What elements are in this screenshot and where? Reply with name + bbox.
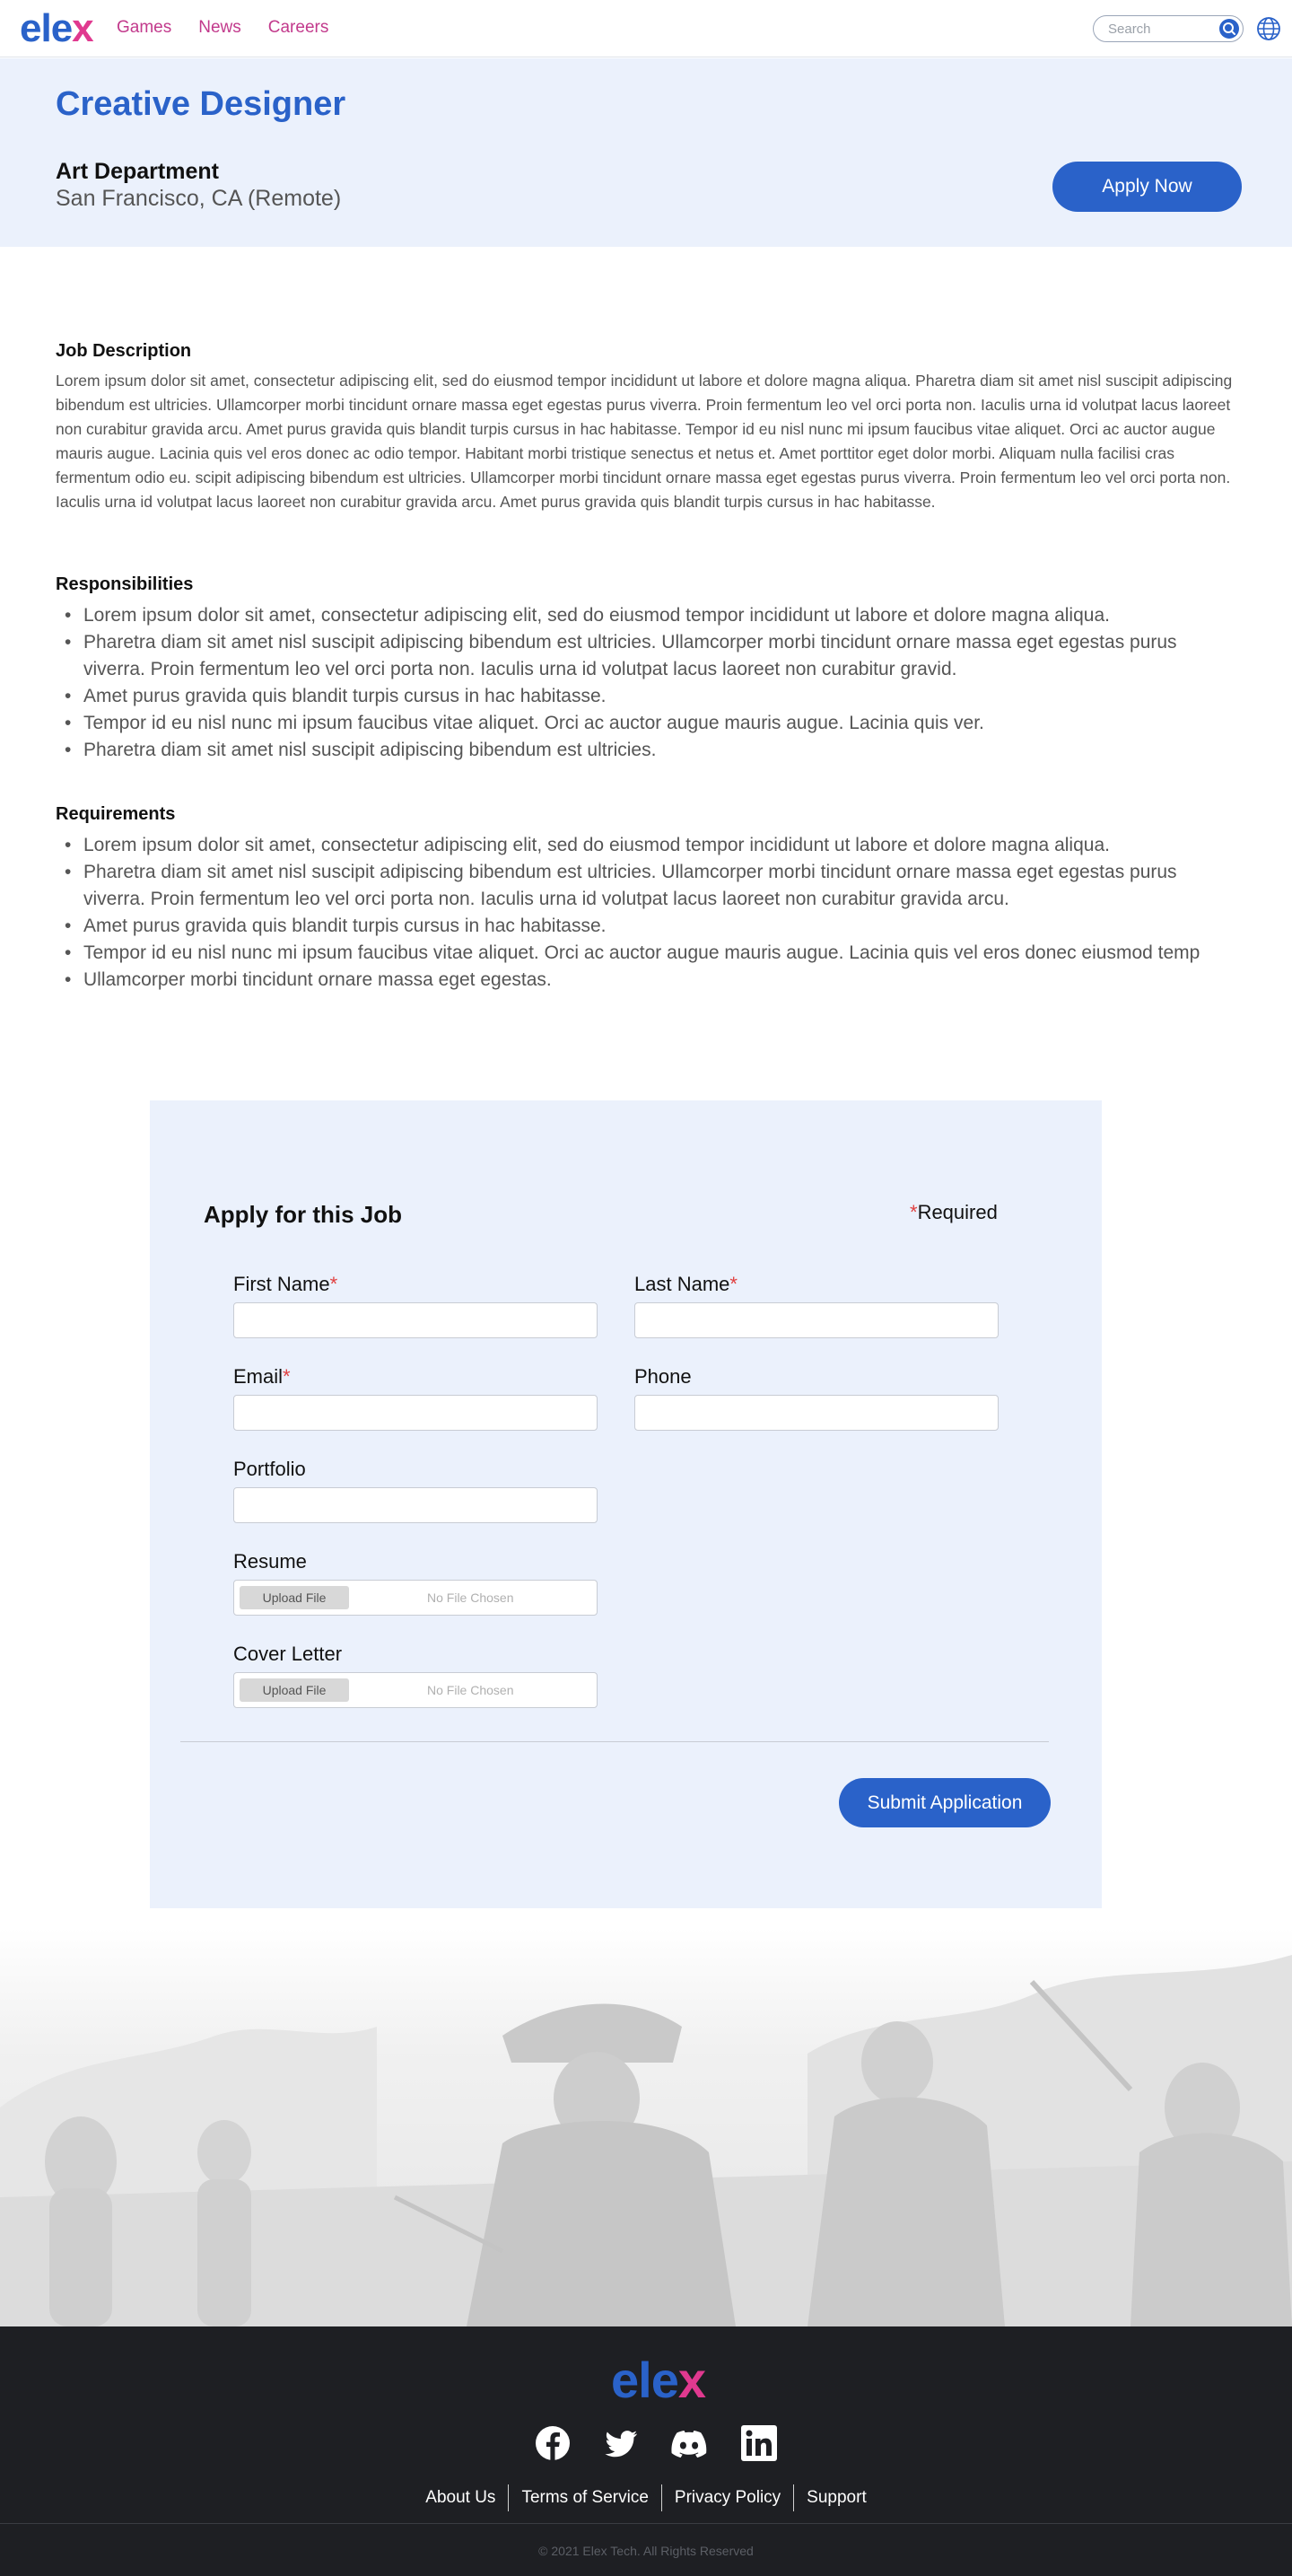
resume-upload-button[interactable]: Upload File	[240, 1586, 349, 1609]
email-field	[233, 1395, 598, 1431]
footer-link-privacy[interactable]: Privacy Policy	[674, 2488, 781, 2507]
email-input[interactable]	[234, 1396, 597, 1430]
required-star: *	[729, 1273, 738, 1295]
portfolio-input[interactable]	[234, 1488, 597, 1522]
footer-link-about[interactable]: About Us	[425, 2488, 496, 2507]
top-header	[0, 0, 1292, 57]
footer-divider	[0, 2523, 1292, 2524]
cover-letter-upload-button[interactable]: Upload File	[240, 1678, 349, 1702]
phone-input[interactable]	[635, 1396, 998, 1430]
site-footer	[0, 2326, 1292, 2576]
form-title: Apply for this Job	[204, 1201, 402, 1228]
nav-games[interactable]: Games	[117, 18, 172, 37]
search-box	[1093, 15, 1244, 42]
resume-file-field	[233, 1580, 598, 1616]
responsibilities-list	[56, 602, 1240, 764]
phone-label: Phone	[634, 1365, 692, 1388]
submit-application-button[interactable]: Submit Application	[839, 1778, 1051, 1827]
list-item: • Lorem ipsum dolor sit amet, consectetur adipiscing elit, sed do eiusmod tempor incididunt ut labore et dolore magna aliqua.	[56, 602, 1240, 629]
footer-link-terms[interactable]: Terms of Service	[521, 2488, 649, 2507]
job-description-heading: Job Description	[56, 341, 192, 361]
phone-field	[634, 1395, 999, 1431]
cover-letter-label: Cover Letter	[233, 1643, 343, 1665]
email-label-text: Email	[233, 1365, 284, 1388]
first-name-field	[233, 1302, 598, 1338]
responsibilities-heading: Responsibilities	[56, 574, 194, 594]
requirements-heading: Requirements	[56, 804, 176, 824]
search-input[interactable]	[1108, 20, 1216, 38]
resume-label: Resume	[233, 1550, 307, 1573]
required-label: Required	[917, 1201, 998, 1223]
logo-text-pink: x	[72, 6, 93, 50]
last-name-field	[634, 1302, 999, 1338]
list-item: • Pharetra diam sit amet nisl suscipit adipiscing bibendum est ultricies.	[56, 737, 1240, 764]
copyright-text: © 2021 Elex Tech. All Rights Reserved	[538, 2544, 754, 2558]
resume-no-file-text: No File Chosen	[427, 1590, 514, 1605]
footer-logo-blue: ele	[611, 2352, 678, 2408]
cover-letter-no-file-text: No File Chosen	[427, 1683, 514, 1697]
list-item: • Tempor id eu nisl nunc mi ipsum faucibus vitae aliquet. Orci ac auctor augue mauris augue. Lacinia quis ver.	[56, 710, 1240, 737]
portfolio-field	[233, 1487, 598, 1523]
twitter-icon[interactable]	[601, 2423, 641, 2463]
required-star: *	[329, 1273, 338, 1295]
job-description-section	[56, 341, 1240, 514]
form-divider	[180, 1741, 1049, 1742]
facebook-icon[interactable]	[533, 2423, 572, 2463]
required-note	[910, 1201, 998, 1224]
brand-logo[interactable]	[20, 5, 93, 52]
requirements-list	[56, 832, 1240, 994]
main-nav	[117, 18, 328, 38]
list-item: • Pharetra diam sit amet nisl suscipit adipiscing bibendum est ultricies. Ullamcorper morbi tincidunt ornare massa eget egestas purus viverra. Proin fermentum leo vel orci porta non. Iaculis urna id volutpat lacus laoreet non curabitur gravida arcu.	[56, 859, 1240, 913]
required-star: *	[283, 1365, 291, 1388]
job-hero	[0, 58, 1292, 247]
nav-news[interactable]: News	[198, 18, 241, 37]
footer-links	[0, 2484, 1292, 2511]
logo-text-blue: ele	[20, 6, 73, 50]
search-icon	[1219, 19, 1239, 39]
footer-logo[interactable]	[611, 2353, 705, 2407]
portfolio-label: Portfolio	[233, 1458, 306, 1480]
discord-icon[interactable]	[669, 2423, 709, 2463]
list-item: • Lorem ipsum dolor sit amet, consectetur adipiscing elit, sed do eiusmod tempor incididunt ut labore et dolore magna aliqua.	[56, 832, 1240, 859]
cover-letter-file-field	[233, 1672, 598, 1708]
requirements-section	[56, 804, 1240, 994]
first-name-label	[233, 1273, 337, 1296]
search-button[interactable]	[1219, 19, 1239, 39]
last-name-label	[634, 1273, 738, 1296]
footer-logo-pink: x	[677, 2352, 706, 2408]
email-label	[233, 1365, 291, 1389]
first-name-label-text: First Name	[233, 1273, 330, 1295]
job-description-text: Lorem ipsum dolor sit amet, consectetur adipiscing elit, sed do eiusmod tempor incididunt ut labore et dolore magna aliqua. Pharetra diam sit amet nisl suscipit adipiscing bibendum est ultricies. Ullamcorper morbi tincidunt ornare massa eget egestas purus viverra. Proin fermentum leo vel orci porta non. Iaculis urna id volutpat lacus laoreet non curabitur gravida arcu. Amet purus gravida quis blandit turpis cursus in hac habitasse. Tempor id eu nisl nunc mi ipsum faucibus vitae aliquet. Orci ac auctor augue mauris augue. Lacinia quis vel eros donec ac odio tempor. Habitant morbi tristique senectus et netus et. Amet porttitor eget dolor morbi. Aliquam nulla facilisi cras fermentum odio eu. scipit adipiscing bibendum est ultricies. Ullamcorper morbi tincidunt ornare massa eget egestas purus viverra. Proin fermentum leo vel orci porta non. Iaculis urna id volutpat lacus laoreet non curabitur gravida arcu. Amet purus gravida quis blandit turpis cursus in hac habitasse.	[56, 372, 1233, 511]
job-department: Art Department	[56, 159, 219, 184]
linkedin-icon[interactable]	[739, 2423, 779, 2463]
last-name-label-text: Last Name	[634, 1273, 730, 1295]
job-location: San Francisco, CA (Remote)	[56, 186, 342, 211]
list-item: • Amet purus gravida quis blandit turpis cursus in hac habitasse.	[56, 913, 1240, 940]
list-item: • Amet purus gravida quis blandit turpis cursus in hac habitasse.	[56, 683, 1240, 710]
required-star: *	[910, 1201, 918, 1223]
first-name-input[interactable]	[234, 1303, 597, 1337]
responsibilities-section	[56, 574, 1240, 764]
hero-illustration	[0, 1928, 1292, 2326]
list-item: • Tempor id eu nisl nunc mi ipsum faucibus vitae aliquet. Orci ac auctor augue mauris augue. Lacinia quis vel eros donec eiusmod temp	[56, 940, 1240, 967]
battle-scene-illustration	[0, 1928, 1292, 2326]
footer-link-support[interactable]: Support	[807, 2488, 867, 2507]
globe-icon[interactable]	[1256, 16, 1281, 41]
list-item: • Pharetra diam sit amet nisl suscipit adipiscing bibendum est ultricies. Ullamcorper morbi tincidunt ornare massa eget egestas purus viverra. Proin fermentum leo vel orci porta non. Iaculis urna id volutpat lacus laoreet non curabitur gravid.	[56, 629, 1240, 683]
social-links	[533, 2423, 779, 2463]
list-item: • Ullamcorper morbi tincidunt ornare massa eget egestas.	[56, 967, 1240, 994]
last-name-input[interactable]	[635, 1303, 998, 1337]
nav-careers[interactable]: Careers	[267, 18, 329, 37]
apply-now-button[interactable]: Apply Now	[1052, 162, 1242, 212]
application-form	[150, 1100, 1102, 1908]
job-title: Creative Designer	[56, 85, 346, 123]
